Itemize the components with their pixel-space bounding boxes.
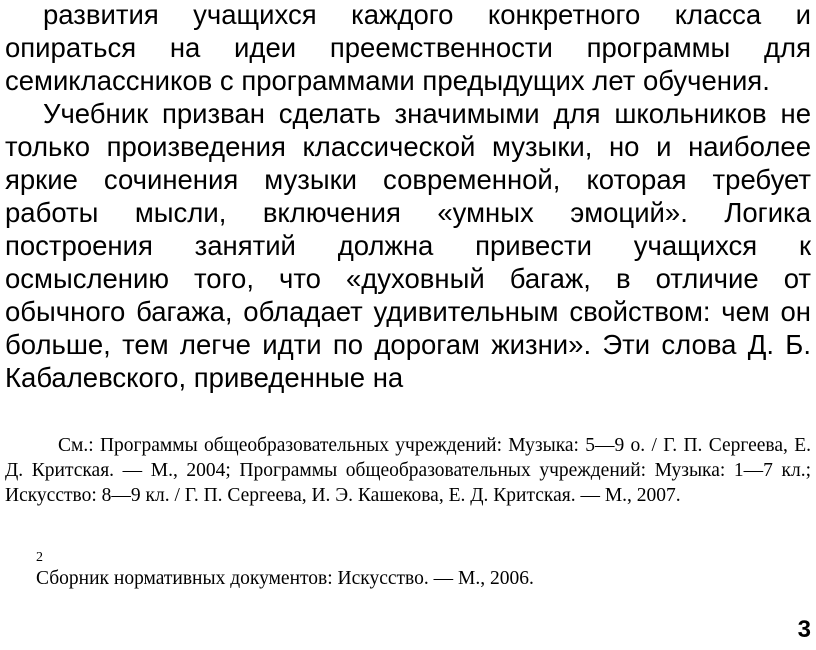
footnote-1: См.: Программы общеобразовательных учреждений: Музыка: 5—9 о. / Г. П. Сергеева, Е. Д. Критская. — М., 2004; Программы общеобразовательных учреждений: Музыка: 1—7 кл.; Искусство: 8—9 кл. / Г. П. Сергеева, И. Э. Кашекова, Е. Д. Критская. — М., 2007. [5,435,811,506]
paragraph-continuation: развития учащихся каждого конкретного класса и опираться на идеи преемственности программы для семиклассников с программами предыдущих лет обучения. [5,0,811,96]
main-text [5,0,811,394]
footnotes-section [5,433,811,508]
paragraph-textbook-purpose: Учебник призван сделать значимыми для школьников не только произведения классической музыки, но и наиболее яркие сочинения музыки современной, которая требует работы мысли, включения «умных эмоций». Логика построения занятий должна привести учащихся к осмыслению того, что «духовный багаж, в отличие от обычного багажа, обладает удивительным свойством: чем он больше, тем легче идти по дорогам жизни». Эти слова Д. Б. Кабалевского, приведенные на [5,98,811,393]
footnote-2-marker: 2 [36,550,43,565]
footnote-2: Сборник нормативных документов: Искусство. — М., 2006. [36,568,534,589]
page-number: 3 [797,616,811,643]
